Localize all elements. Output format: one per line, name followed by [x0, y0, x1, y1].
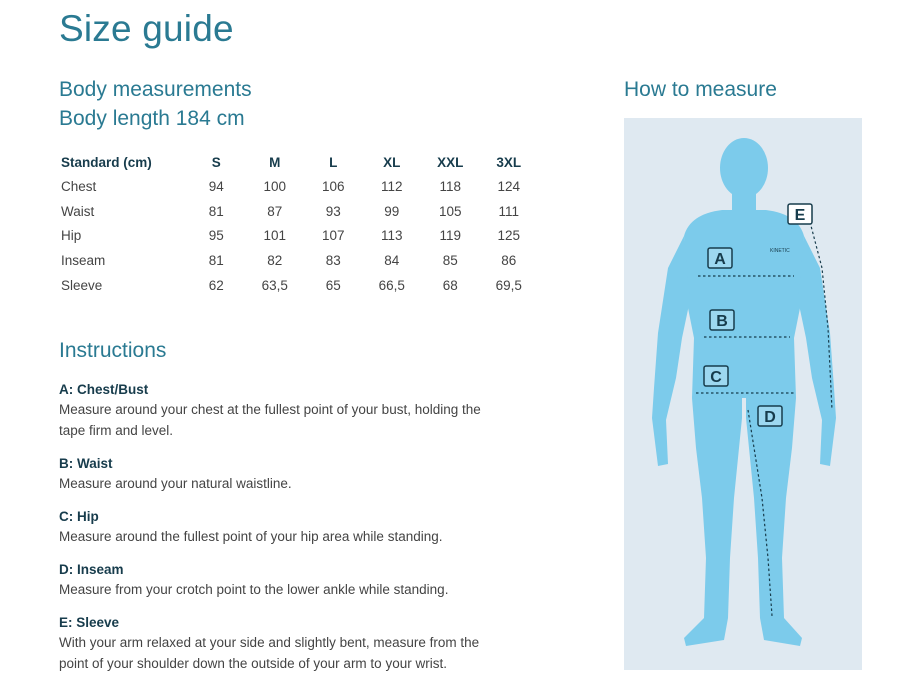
row-label: Waist — [61, 203, 95, 219]
table-row — [58, 273, 538, 298]
table-cell: 93 — [325, 203, 341, 219]
marker-e-label: E — [794, 207, 806, 224]
instruction-text: Measure from your crotch point to the lower ankle while standing. — [59, 582, 449, 597]
instructions-list — [59, 381, 509, 688]
marker-b-label: B — [716, 313, 728, 330]
table-row — [58, 174, 538, 199]
instruction-heading: D: Inseam — [59, 562, 124, 577]
instruction-text: Measure around your natural waistline. — [59, 476, 292, 491]
marker-c — [704, 366, 728, 386]
instruction-item-waist — [59, 455, 509, 494]
table-cell: 66,5 — [378, 278, 405, 294]
instruction-item-hip — [59, 508, 509, 547]
marker-c-label: C — [710, 369, 722, 386]
table-cell: 99 — [384, 203, 400, 219]
table-cell: 125 — [497, 228, 521, 244]
instruction-text: With your arm relaxed at your side and slightly bent, measure from the point of your shoulder down the outside of your arm to your wrist. — [59, 635, 480, 671]
table-row — [58, 248, 538, 273]
body-length-heading: Body length 184 cm — [59, 107, 245, 130]
instruction-heading: C: Hip — [59, 509, 99, 524]
body-figure-illustration — [624, 118, 862, 670]
table-cell: 107 — [321, 228, 345, 244]
row-label: Hip — [61, 228, 82, 244]
table-cell: 81 — [208, 253, 224, 269]
how-to-measure-title: How to measure — [624, 78, 777, 101]
table-cell: 100 — [263, 178, 287, 194]
size-table — [58, 150, 538, 298]
table-header-standard: Standard (cm) — [61, 154, 152, 170]
table-cell: 101 — [263, 228, 287, 244]
table-cell: 118 — [439, 178, 462, 194]
table-cell: 87 — [267, 203, 283, 219]
marker-d-label: D — [764, 409, 776, 426]
instruction-heading: B: Waist — [59, 456, 113, 471]
instruction-item-chest — [59, 381, 509, 441]
table-header-size: M — [269, 154, 281, 170]
instruction-text: Measure around the fullest point of your hip area while standing. — [59, 529, 443, 544]
instruction-text: Measure around your chest at the fullest point of your bust, holding the tape firm and level. — [59, 402, 481, 438]
table-header-size: S — [211, 154, 221, 170]
table-cell: 106 — [321, 178, 345, 194]
marker-d — [758, 406, 782, 426]
row-label: Chest — [61, 178, 97, 194]
table-header-row — [58, 150, 538, 174]
instruction-item-sleeve — [59, 614, 509, 674]
table-cell: 124 — [497, 178, 521, 194]
table-cell: 63,5 — [261, 278, 288, 294]
table-cell: 68 — [442, 278, 458, 294]
table-header-size: XL — [383, 154, 401, 170]
table-cell: 105 — [438, 203, 462, 219]
table-cell: 113 — [380, 228, 403, 244]
row-label: Sleeve — [61, 278, 103, 294]
table-cell: 95 — [208, 228, 224, 244]
instruction-heading: A: Chest/Bust — [59, 382, 149, 397]
table-cell: 112 — [380, 178, 403, 194]
table-cell: 86 — [501, 253, 517, 269]
shirt-logo: KINETIC — [770, 248, 790, 254]
table-cell: 85 — [442, 253, 458, 269]
table-cell: 65 — [325, 278, 341, 294]
table-cell: 119 — [439, 228, 462, 244]
table-header-size: L — [329, 154, 338, 170]
instruction-heading: E: Sleeve — [59, 615, 120, 630]
table-header-size: XXL — [437, 154, 464, 170]
table-cell: 111 — [498, 203, 520, 219]
table-cell: 82 — [267, 253, 283, 269]
table-row — [58, 224, 538, 249]
table-cell: 94 — [208, 178, 224, 194]
marker-a-label: A — [714, 251, 726, 268]
body-measurements-heading: Body measurements — [59, 78, 252, 101]
marker-e — [788, 204, 812, 224]
marker-a — [708, 248, 732, 268]
table-cell: 84 — [384, 253, 400, 269]
table-cell: 62 — [208, 278, 224, 294]
table-row — [58, 199, 538, 224]
body-figure-panel — [624, 118, 862, 670]
page-title: Size guide — [59, 8, 234, 49]
table-cell: 81 — [208, 203, 224, 219]
table-header-size: 3XL — [496, 154, 522, 170]
row-label: Inseam — [61, 253, 106, 269]
marker-b — [710, 310, 734, 330]
instructions-title: Instructions — [59, 339, 167, 362]
instruction-item-inseam — [59, 561, 509, 600]
table-cell: 69,5 — [495, 278, 522, 294]
table-cell: 83 — [325, 253, 341, 269]
